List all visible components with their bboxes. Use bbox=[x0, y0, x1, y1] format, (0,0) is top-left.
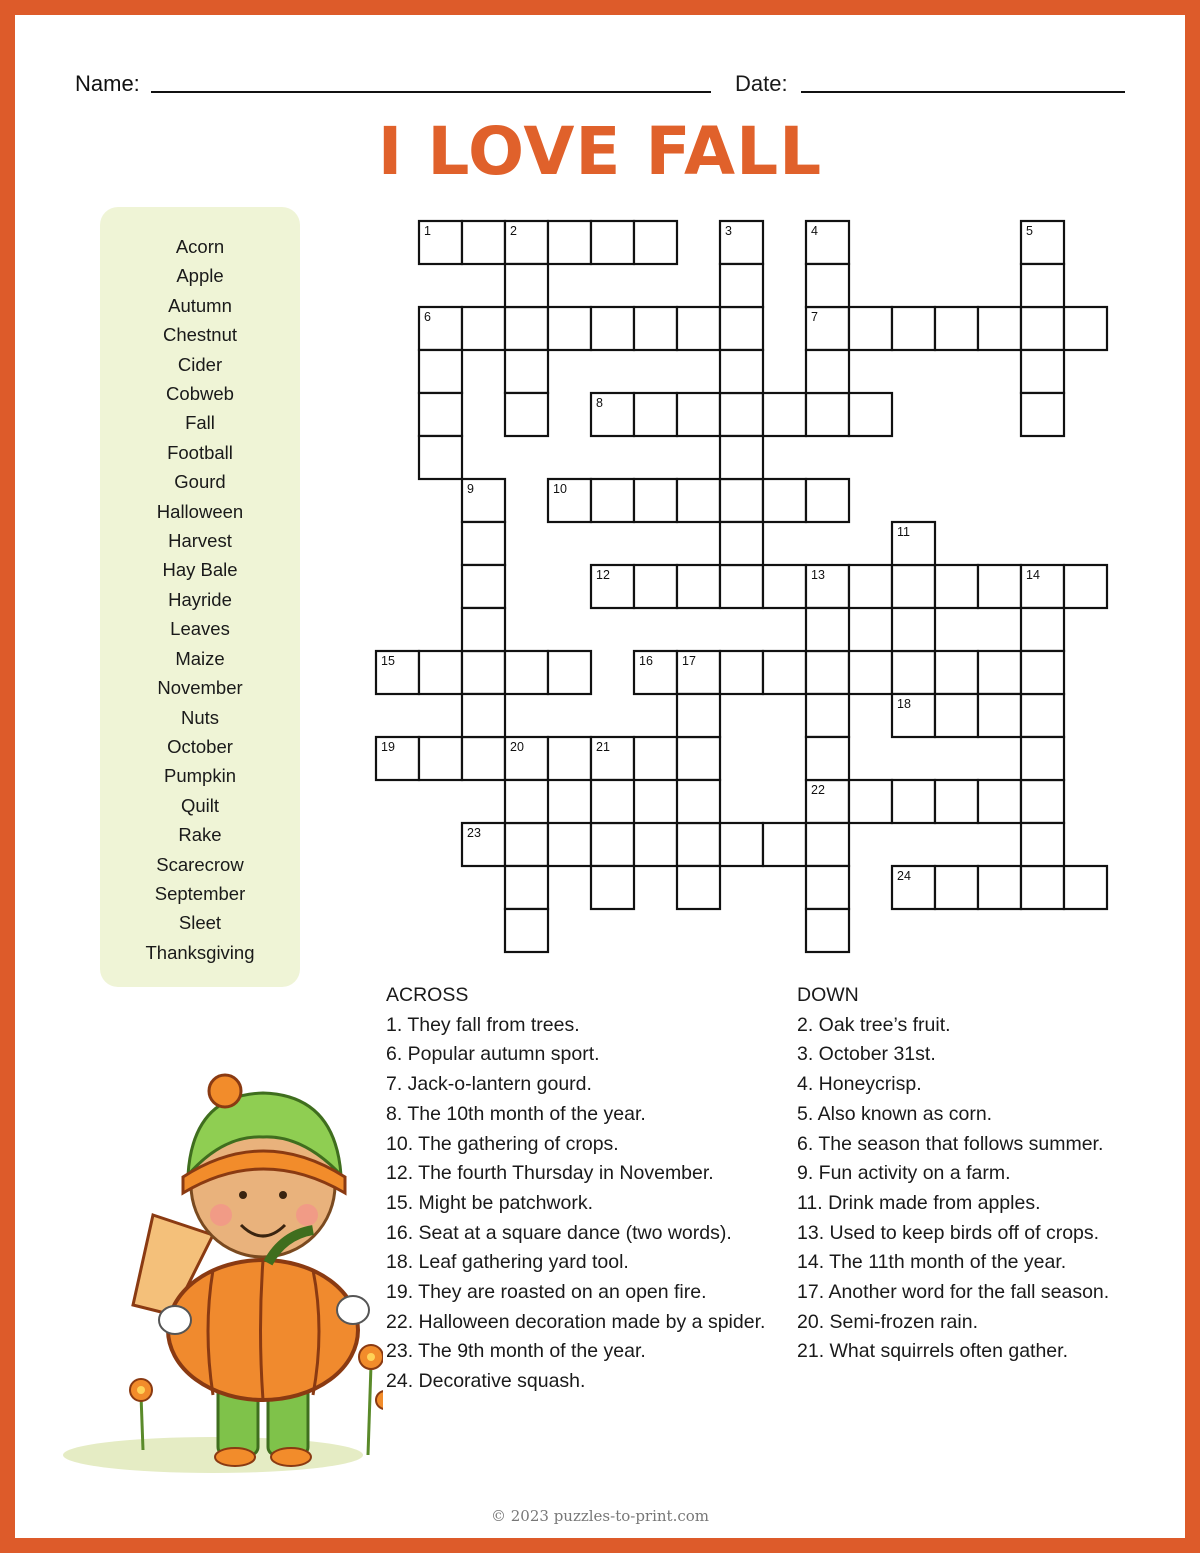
crossword-cell[interactable] bbox=[462, 737, 505, 780]
down-heading: DOWN bbox=[797, 984, 859, 1006]
across-clue: 10. The gathering of crops. bbox=[386, 1132, 619, 1155]
crossword-cell[interactable] bbox=[935, 780, 978, 823]
down-clue: 3. October 31st. bbox=[797, 1043, 936, 1066]
crossword-cell[interactable] bbox=[935, 651, 978, 694]
clue-number: 8 bbox=[596, 396, 603, 410]
crossword-cell[interactable] bbox=[763, 479, 806, 522]
word-bank-item: November bbox=[157, 677, 243, 699]
crossword-cell[interactable] bbox=[763, 565, 806, 608]
crossword-cell[interactable] bbox=[806, 694, 849, 737]
crossword-cell[interactable] bbox=[548, 823, 591, 866]
word-bank-item: Halloween bbox=[156, 500, 244, 522]
clue-number: 1 bbox=[424, 224, 431, 238]
crossword-cell[interactable] bbox=[677, 565, 720, 608]
crossword-cell[interactable] bbox=[1021, 737, 1064, 780]
clue-number: 19 bbox=[381, 740, 395, 754]
across-clue: 16. Seat at a square dance (two words). bbox=[386, 1221, 732, 1244]
down-clue: 4. Honeycrisp. bbox=[797, 1073, 922, 1096]
across-clue: 7. Jack-o-lantern gourd. bbox=[386, 1073, 592, 1096]
word-bank-item: September bbox=[154, 882, 246, 904]
crossword-cell[interactable] bbox=[548, 221, 591, 264]
crossword-cell[interactable] bbox=[634, 565, 677, 608]
crossword-cell[interactable] bbox=[505, 780, 548, 823]
clue-number: 20 bbox=[510, 740, 524, 754]
crossword-cell[interactable] bbox=[591, 479, 634, 522]
crossword-cell[interactable] bbox=[677, 866, 720, 909]
clue-number: 17 bbox=[682, 654, 696, 668]
crossword-cell[interactable] bbox=[978, 651, 1021, 694]
clue-number: 4 bbox=[811, 224, 818, 238]
crossword-cell[interactable] bbox=[677, 694, 720, 737]
crossword-cell[interactable] bbox=[677, 393, 720, 436]
crossword-cell[interactable] bbox=[720, 350, 763, 393]
clue-number: 6 bbox=[424, 310, 431, 324]
crossword-cell[interactable] bbox=[720, 565, 763, 608]
across-clue: 15. Might be patchwork. bbox=[386, 1191, 594, 1214]
crossword-cell[interactable] bbox=[634, 307, 677, 350]
date-label: Date: bbox=[735, 71, 788, 96]
crossword-cell[interactable] bbox=[849, 307, 892, 350]
crossword-cell[interactable] bbox=[462, 565, 505, 608]
crossword-cell[interactable] bbox=[849, 393, 892, 436]
clue-number: 13 bbox=[811, 568, 825, 582]
across-clue: 18. Leaf gathering yard tool. bbox=[386, 1251, 629, 1274]
down-clue: 6. The season that follows summer. bbox=[797, 1132, 1104, 1155]
crossword-cell[interactable] bbox=[806, 651, 849, 694]
crossword-cell[interactable] bbox=[634, 479, 677, 522]
across-clue: 22. Halloween decoration made by a spider. bbox=[386, 1310, 766, 1333]
copyright-footer: © 2023 puzzles-to-print.com bbox=[490, 1507, 710, 1525]
crossword-cell[interactable] bbox=[634, 823, 677, 866]
crossword-cell[interactable] bbox=[677, 823, 720, 866]
crossword-cell[interactable] bbox=[806, 264, 849, 307]
crossword-cell[interactable] bbox=[806, 393, 849, 436]
word-bank-item: Fall bbox=[185, 412, 215, 434]
word-bank-item: Gourd bbox=[174, 471, 226, 493]
word-bank-item: Autumn bbox=[168, 294, 232, 316]
crossword-cell[interactable] bbox=[806, 350, 849, 393]
word-bank-item: Harvest bbox=[168, 530, 232, 552]
word-bank-item: Apple bbox=[176, 265, 224, 287]
down-clue: 20. Semi-frozen rain. bbox=[797, 1310, 978, 1333]
crossword-cell[interactable] bbox=[1064, 866, 1107, 909]
crossword-cell[interactable] bbox=[1021, 694, 1064, 737]
crossword-cell[interactable] bbox=[591, 823, 634, 866]
crossword-cell[interactable] bbox=[462, 694, 505, 737]
crossword-cell[interactable] bbox=[677, 307, 720, 350]
crossword-cell[interactable] bbox=[1064, 307, 1107, 350]
word-bank-item: Rake bbox=[178, 824, 222, 846]
crossword-cell[interactable] bbox=[720, 823, 763, 866]
clue-number: 23 bbox=[467, 826, 481, 840]
clue-number: 14 bbox=[1026, 568, 1040, 582]
crossword-cell[interactable] bbox=[591, 866, 634, 909]
across-heading: ACROSS bbox=[386, 984, 469, 1006]
word-bank-item: Maize bbox=[175, 647, 225, 669]
word-bank-item: Scarecrow bbox=[156, 853, 244, 875]
crossword-cell[interactable] bbox=[591, 221, 634, 264]
crossword-cell[interactable] bbox=[419, 393, 462, 436]
clue-number: 10 bbox=[553, 482, 567, 496]
crossword-cell[interactable] bbox=[892, 780, 935, 823]
clue-number: 5 bbox=[1026, 224, 1033, 238]
crossword-cell[interactable] bbox=[806, 866, 849, 909]
crossword-cell[interactable] bbox=[892, 565, 935, 608]
word-bank-item: Chestnut bbox=[162, 324, 238, 346]
crossword-cell[interactable] bbox=[462, 307, 505, 350]
clue-number: 2 bbox=[510, 224, 517, 238]
clue-number: 16 bbox=[639, 654, 653, 668]
clue-number: 24 bbox=[897, 869, 911, 883]
clue-number: 9 bbox=[467, 482, 474, 496]
crossword-cell[interactable] bbox=[720, 651, 763, 694]
crossword-cell[interactable] bbox=[1021, 608, 1064, 651]
crossword-cell[interactable] bbox=[634, 737, 677, 780]
crossword-cell[interactable] bbox=[806, 909, 849, 952]
clue-number: 3 bbox=[725, 224, 732, 238]
word-bank-item: Hayride bbox=[168, 588, 232, 610]
crossword-cell[interactable] bbox=[935, 694, 978, 737]
crossword-cell[interactable] bbox=[763, 651, 806, 694]
crossword-cell[interactable] bbox=[505, 909, 548, 952]
crossword-cell[interactable] bbox=[935, 307, 978, 350]
crossword-cell[interactable] bbox=[677, 780, 720, 823]
crossword-cell[interactable] bbox=[806, 479, 849, 522]
crossword-cell[interactable] bbox=[1021, 651, 1064, 694]
crossword-cell[interactable] bbox=[1064, 565, 1107, 608]
across-clue: 23. The 9th month of the year. bbox=[386, 1340, 646, 1363]
clue-number: 11 bbox=[897, 525, 910, 539]
clue-number: 15 bbox=[381, 654, 395, 668]
crossword-cell[interactable] bbox=[548, 651, 591, 694]
across-clue: 8. The 10th month of the year. bbox=[386, 1102, 646, 1125]
word-bank-item: Cobweb bbox=[166, 383, 234, 405]
crossword-cell[interactable] bbox=[1021, 307, 1064, 350]
crossword-cell[interactable] bbox=[548, 737, 591, 780]
crossword-cell[interactable] bbox=[419, 436, 462, 479]
crossword-cell[interactable] bbox=[720, 393, 763, 436]
down-clues bbox=[797, 981, 1177, 1367]
crossword-cell[interactable] bbox=[892, 651, 935, 694]
crossword-cell[interactable] bbox=[634, 393, 677, 436]
crossword-cell[interactable] bbox=[505, 264, 548, 307]
crossword-cell[interactable] bbox=[720, 479, 763, 522]
crossword-cell[interactable] bbox=[892, 307, 935, 350]
crossword-cell[interactable] bbox=[935, 565, 978, 608]
crossword-cell[interactable] bbox=[419, 737, 462, 780]
crossword-cell[interactable] bbox=[462, 608, 505, 651]
word-bank-item: Quilt bbox=[180, 794, 220, 816]
crossword-cell[interactable] bbox=[462, 522, 505, 565]
crossword-cell[interactable] bbox=[505, 866, 548, 909]
crossword-cell[interactable] bbox=[806, 823, 849, 866]
crossword-cell[interactable] bbox=[978, 866, 1021, 909]
clue-number: 18 bbox=[897, 697, 911, 711]
word-bank-item: Nuts bbox=[180, 706, 220, 728]
crossword-cell[interactable] bbox=[978, 307, 1021, 350]
crossword-cell[interactable] bbox=[677, 737, 720, 780]
crossword-cell[interactable] bbox=[1021, 780, 1064, 823]
clue-number: 22 bbox=[811, 783, 825, 797]
crossword-cell[interactable] bbox=[849, 565, 892, 608]
crossword-cell[interactable] bbox=[806, 737, 849, 780]
across-clue: 1. They fall from trees. bbox=[386, 1013, 580, 1036]
child-with-pumpkin-illustration bbox=[63, 1065, 383, 1475]
word-bank-item: October bbox=[167, 735, 233, 757]
down-clue: 21. What squirrels often gather. bbox=[797, 1340, 1068, 1363]
crossword-cell[interactable] bbox=[591, 780, 634, 823]
word-bank-item: Leaves bbox=[170, 618, 230, 640]
crossword-cell[interactable] bbox=[978, 694, 1021, 737]
across-clue: 12. The fourth Thursday in November. bbox=[386, 1162, 714, 1185]
name-label: Name: bbox=[75, 71, 140, 96]
crossword-cell[interactable] bbox=[634, 221, 677, 264]
word-bank-item: Acorn bbox=[175, 236, 225, 257]
clue-number: 21 bbox=[596, 740, 610, 754]
flower-icon bbox=[359, 1345, 383, 1455]
crossword-cell[interactable] bbox=[1021, 350, 1064, 393]
crossword-cell[interactable] bbox=[849, 780, 892, 823]
clue-number: 7 bbox=[811, 310, 818, 324]
crossword-cell[interactable] bbox=[720, 264, 763, 307]
crossword-cell[interactable] bbox=[763, 393, 806, 436]
crossword-cell[interactable] bbox=[720, 436, 763, 479]
crossword-cell[interactable] bbox=[806, 608, 849, 651]
down-clue: 9. Fun activity on a farm. bbox=[797, 1162, 1011, 1185]
word-bank-item: Sleet bbox=[178, 912, 222, 934]
crossword-cell[interactable] bbox=[419, 651, 462, 694]
crossword-cell[interactable] bbox=[591, 307, 634, 350]
down-clue: 14. The 11th month of the year. bbox=[797, 1251, 1067, 1274]
crossword-cell[interactable] bbox=[978, 780, 1021, 823]
page-title: I LOVE FALL bbox=[377, 113, 823, 190]
crossword-cell[interactable] bbox=[1021, 393, 1064, 436]
crossword-cell[interactable] bbox=[505, 393, 548, 436]
crossword-cell[interactable] bbox=[1021, 823, 1064, 866]
crossword-cell[interactable] bbox=[505, 307, 548, 350]
word-bank-item: Cider bbox=[177, 353, 223, 375]
across-clue: 6. Popular autumn sport. bbox=[386, 1043, 600, 1066]
crossword-cell[interactable] bbox=[505, 823, 548, 866]
crossword-cell[interactable] bbox=[1021, 264, 1064, 307]
word-bank-item: Pumpkin bbox=[164, 765, 236, 787]
crossword-cell[interactable] bbox=[462, 221, 505, 264]
crossword-cell[interactable] bbox=[849, 651, 892, 694]
clue-number: 12 bbox=[596, 568, 610, 582]
across-clue: 19. They are roasted on an open fire. bbox=[386, 1281, 707, 1304]
word-bank-item: Thanksgiving bbox=[145, 941, 255, 963]
down-clue: 2. Oak tree’s fruit. bbox=[797, 1013, 951, 1036]
crossword-grid bbox=[15, 15, 1185, 965]
across-clues bbox=[386, 981, 766, 1397]
crossword-cell[interactable] bbox=[978, 565, 1021, 608]
crossword-cell[interactable] bbox=[419, 350, 462, 393]
crossword-cell[interactable] bbox=[763, 823, 806, 866]
crossword-cell[interactable] bbox=[1021, 866, 1064, 909]
crossword-cell[interactable] bbox=[892, 608, 935, 651]
word-bank-item: Football bbox=[167, 441, 233, 463]
crossword-cell[interactable] bbox=[677, 479, 720, 522]
crossword-cell[interactable] bbox=[720, 307, 763, 350]
down-clue: 11. Drink made from apples. bbox=[797, 1191, 1041, 1214]
down-clue: 13. Used to keep birds off of crops. bbox=[797, 1221, 1100, 1244]
across-clue: 24. Decorative squash. bbox=[386, 1370, 586, 1393]
down-clue: 5. Also known as corn. bbox=[797, 1102, 993, 1125]
crossword-cell[interactable] bbox=[720, 522, 763, 565]
crossword-cell[interactable] bbox=[505, 651, 548, 694]
crossword-cell[interactable] bbox=[548, 307, 591, 350]
crossword-cell[interactable] bbox=[505, 350, 548, 393]
down-clue: 17. Another word for the fall season. bbox=[797, 1281, 1110, 1304]
word-bank-item: Hay Bale bbox=[162, 559, 238, 581]
crossword-cell[interactable] bbox=[935, 866, 978, 909]
crossword-cell[interactable] bbox=[462, 651, 505, 694]
